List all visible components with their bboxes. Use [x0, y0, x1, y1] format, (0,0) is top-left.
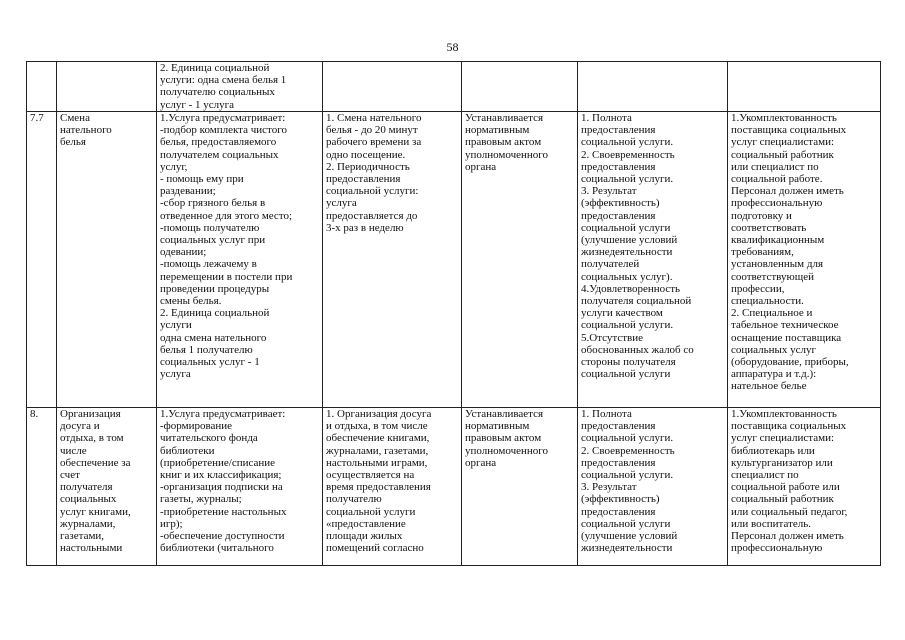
quality-indicators-cell: 1. Полнота предоставления социальной услуги. 2. Своевременность предоставления социальной услуги. 3. Результат (эффективность) предоставления социальной услуги (улучшение условий жизнедеятельности получателей социальных услуг). 4.Удовлетворенность получателя социальной услуги качеством социальной услуги. 5.Отсутствие обоснованных жалоб со стороны получателя социальной услуги: [578, 112, 728, 408]
row-number-cell: 7.7: [27, 112, 57, 408]
service-cost-cell: Устанавливается нормативным правовым актом уполномоченного органа: [462, 408, 578, 566]
service-cost-cell: Устанавливается нормативным правовым актом уполномоченного органа: [462, 112, 578, 408]
table-row: [27, 408, 881, 566]
table-row: [27, 112, 881, 408]
table-row: [27, 62, 881, 112]
service-name-cell: Организация досуга и отдыха, в том числе обеспечение за счет получателя социальных услуг книгами, журналами, газетами, настольными: [57, 408, 157, 566]
service-terms-cell: 1. Организация досуга и отдыха, в том числе обеспечение книгами, журналами, газетами, настольными играми, осуществляется на время предоставления получателю социальной услуги «предоставление площади жилых помещений согласно: [323, 408, 462, 566]
service-content-cell: 1.Услуга предусматривает: -подбор комплекта чистого белья, предоставляемого получателем социальных услуг, - помощь ему при раздевании; -сбор грязного белья в отведенное для этого место; -помощь получателю социальных услуг при одевании; -помощь лежачему в перемещении в постели при проведении процедуры смены белья. 2. Единица социальной услуги одна смена нательного белья 1 получателю социальных услуг - 1 услуга: [157, 112, 323, 408]
service-conditions-cell: 1.Укомплектованность поставщика социальных услуг специалистами: социальный работник или специалист по социальной работе. Персонал должен иметь профессиональную подготовку и соответствовать квалификационным требованиям, установленным для соответствующей профессии, специальности. 2. Специальное и табельное техническое оснащение поставщика социальных услуг (оборудование, приборы, аппаратура и т.д.): нательное белье: [728, 112, 881, 408]
service-terms-cell: 1. Смена нательного белья - до 20 минут рабочего времени за одно посещение. 2. Периодичность предоставления социальной услуги: услуга предоставляется до 3-х раз в неделю: [323, 112, 462, 408]
service-terms-cell: [323, 62, 462, 112]
page-number: 58: [446, 40, 459, 54]
quality-indicators-cell: [578, 62, 728, 112]
service-content-cell: 2. Единица социальной услуги: одна смена белья 1 получателю социальных услуг - 1 услуга: [157, 62, 323, 112]
service-conditions-cell: [728, 62, 881, 112]
service-name-cell: [57, 62, 157, 112]
service-conditions-cell: 1.Укомплектованность поставщика социальных услуг специалистами: библиотекарь или культурганизатор или специалист по социальной работе или социальный работник или социальный педагог, или воспитатель. Персонал должен иметь профессиональную: [728, 408, 881, 566]
service-cost-cell: [462, 62, 578, 112]
row-number-cell: [27, 62, 57, 112]
services-table: [26, 61, 881, 566]
service-content-cell: 1.Услуга предусматривает: -формирование читательского фонда библиотеки (приобретение/списание книг и их классификация; -организация подписки на газеты, журналы; -приобретение настольных игр); -обеспечение доступности библиотеки (читального: [157, 408, 323, 566]
quality-indicators-cell: 1. Полнота предоставления социальной услуги. 2. Своевременность предоставления социальной услуги. 3. Результат (эффективность) предоставления социальной услуги (улучшение условий жизнедеятельности: [578, 408, 728, 566]
row-number-cell: 8.: [27, 408, 57, 566]
service-name-cell: Смена нательного белья: [57, 112, 157, 408]
